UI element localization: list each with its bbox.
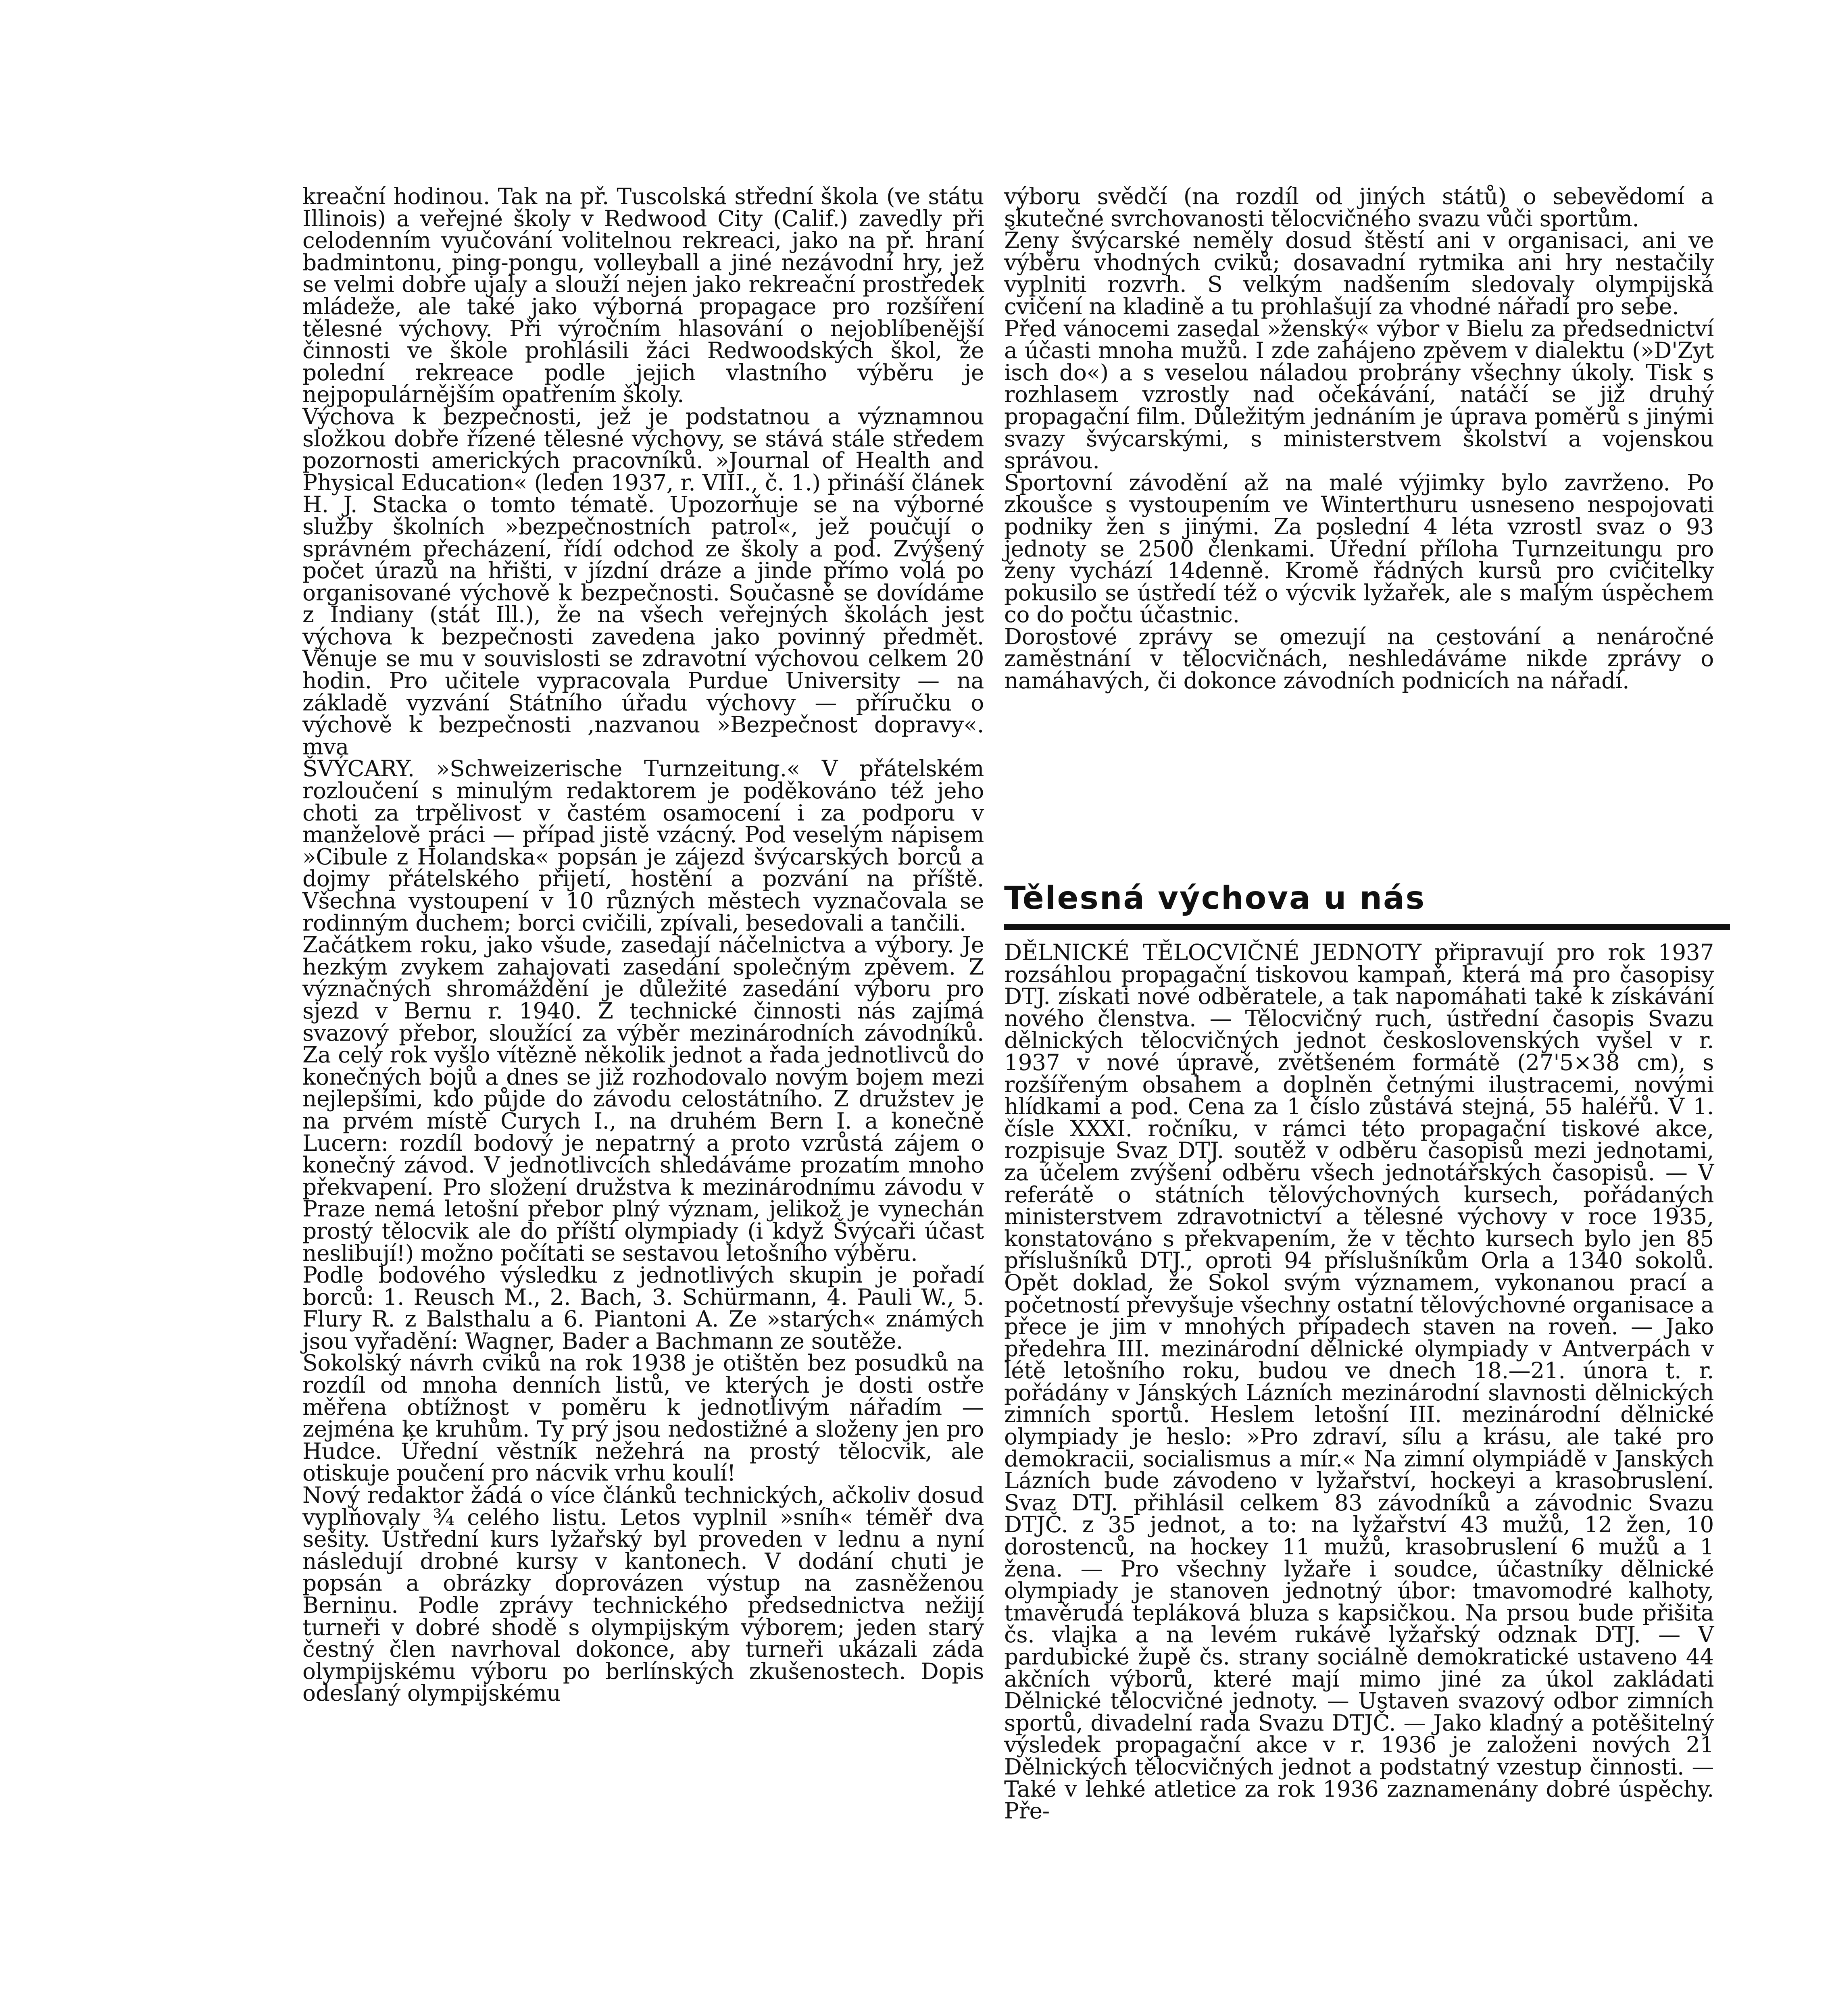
heading-rule: [1004, 924, 1730, 930]
section-heading-block: [1004, 879, 1730, 930]
right-column-top: [1004, 185, 1714, 692]
paragraph: Sokolský návrh cviků na rok 1938 je otištěn bez posudků na rozdíl od mnoha denních listů, ve kterých je dosti ostře měřena obtížnost v poměru k jednotlivým nářadím — zejména ke kruhům. Ty prý jsou nedostižné a složeny jen pro Hudce. Úřední věstník nežehrá na prostý tělocvik, ale otiskuje poučení pro nácvik vrhu koulí!: [302, 1350, 984, 1486]
paragraph: Ženy švýcarské neměly dosud štěstí ani v organisaci, ani ve výběru vhodných cviků; dosavadní rytmika ani hry nestačily vyplniti rozvrh. S velkým nadšením sledovaly olympijská cvičení na kladině a tu prohlašují za vhodné nářadí pro sebe.: [1004, 227, 1714, 319]
paragraph: Podle bodového výsledku z jednotlivých skupin je pořadí borců: 1. Reusch M., 2. Bach, 3. Schürmann, 4. Pauli W., 5. Flury R. z Balsthalu a 6. Piantoni A. Ze »starých« známých jsou vyřadění: Wagner, Bader a Bachmann ze soutěže.: [302, 1262, 984, 1354]
paragraph: Začátkem roku, jako všude, zasedají náčelnictva a výbory. Je hezkým zvykem zahajovati zasedání společným zpěvem. Z význačných shromáždění je důležité zasedání výboru pro sjezd v Bernu r. 1940. Z technické činnosti nás zajímá svazový přebor, sloužící za výběr mezinárodních závodníků. Za celý rok vyšlo vítězně několik jednot a řada jednotlivců do konečných bojů a dnes se již rozhodovalo novým bojem mezi nejlepšími, kdo půjde do závodu celostátního. Z družstev je na prvém místě Curych I., na druhém Bern I. a konečně Lucern: rozdíl bodový je nepatrný a proto vzrůstá zájem o konečný závod. V jednotlivcích shledáváme prozatím mnoho překvapení. Pro složení družstva k mezinárodnímu závodu v Praze nemá letošní přebor plný význam, jelikož je vynechán prostý tělocvik ale do příští olympiady (i když Švýcaři účast neslibují!) možno počítati se sestavou letošního výběru.: [302, 932, 984, 1266]
paragraph: výboru svědčí (na rozdíl od jiných států) o sebevědomí a skutečné svrchovanosti tělocvičného svazu vůči sportům.: [1004, 183, 1714, 231]
paragraph: Sportovní závodění až na malé výjimky bylo zavrženo. Po zkoušce s vystoupením ve Winterthuru usneseno nespojovati podniky žen s jinými. Za poslední 4 léta vzrostl svaz o 93 jednoty se 2500 členkami. Úřední příloha Turnzeitungu pro ženy vychází 14denně. Kromě řádných kursů pro cvičitelky pokusilo se ústředí též o výcvik lyžařek, ale s malým úspěchem co do počtu účastnic.: [1004, 469, 1714, 628]
paragraph: kreační hodinou. Tak na př. Tuscolská střední škola (ve státu Illinois) a veřejné školy v Redwood City (Calif.) zavedly při celodenním vyučování volitelnou rekreaci, jako na př. hraní badmintonu, ping-pongu, volleyball a jiné nezávodní hry, jež se velmi dobře ujaly a slouží nejen jako rekreační prostředek mládeže, ale také jako výborná propagace pro rozšíření tělesné výchovy. Při výročním hlasování o nejoblíbenější činnosti ve škole prohlásili žáci Redwoodských škol, že polední rekreace podle jejich vlastního výběru je nejpopulárnějším opatřením školy.: [302, 183, 984, 408]
left-column: [302, 185, 984, 1704]
right-column-bottom: [1004, 941, 1714, 1822]
paragraph: Nový redaktor žádá o více článků technických, ačkoliv dosud vyplňovaly ¾ celého listu. Letos vyplnil »sníh« téměř dva sešity. Ústřední kurs lyžařský byl proveden v lednu a nyní následují drobné kursy v kantonech. V dodání chuti je popsán a obrázky doprovázen výstup na zasněženou Berninu. Podle zprávy technického předsednictva nežijí turneři v dobré shodě s olympijským výborem; jeden starý čestný člen navrhoval dokonce, aby turneři ukázali záda olympijskému výboru po berlínských zkušenostech. Dopis odeslaný olympijskému: [302, 1482, 984, 1706]
paragraph: Dorostové zprávy se omezují na cestování a nenáročné zaměstnání v tělocvičnách, neshledáváme nikde zprávy o namáhavých, či dokonce závodních podnicích na nářadí.: [1004, 623, 1714, 694]
section-heading: Tělesná výchova u nás: [1004, 880, 1426, 916]
paragraph: ŠVÝCARY. »Schweizerische Turnzeitung.« V přátelském rozloučení s minulým redaktorem je poděkováno též jeho choti za trpělivost v častém osamocení i za podporu v manželově práci — případ jistě vzácný. Pod veselým nápisem »Cibule z Holandska« popsán je zájezd švýcarských borců a dojmy přátelského přijetí, hostění a pozvání na příště. Všechna vystoupení v 10 různých městech vyznačovala se rodinným duchem; borci cvičili, zpívali, besedovali a tančili.: [302, 756, 984, 936]
paragraph: DĚLNICKÉ TĚLOCVIČNÉ JEDNOTY připravují pro rok 1937 rozsáhlou propagační tiskovou kampaň, která má pro časopisy DTJ. získati nové odběratele, a tak napomáhati také k získávání nového členstva. — Tělocvičný ruch, ústřední časopis Svazu dělnických tělocvičných jednot československých vyšel v r. 1937 v nové úpravě, zvětšeném formátě (27'5×38 cm), s rozšířeným obsahem a doplněn četnými ilustracemi, novými hlídkami a pod. Cena za 1 číslo zůstává stejná, 55 haléřů. V 1. čísle XXXI. ročníku, v rámci této propagační tiskové akce, rozpisuje Svaz DTJ. soutěž v odběru časopisů mezi jednotami, za účelem zvýšení odběru všech jednotářských časopisů. — V referátě o státních tělovýchovných kursech, pořádaných ministerstvem zdravotnictví a tělesné výchovy v roce 1935, konstatováno s překvapením, že v těchto kursech bylo jen 85 příslušníků DTJ., oproti 94 příslušníkům Orla a 1340 sokolů. Opět doklad, že Sokol svým významem, vykonanou prací a početností převyšuje všechny ostatní tělovýchovné organisace a přece je jim v mnohých případech staven na roveň. — Jako předehra III. mezinárodní dělnické olympiady v Antverpách v létě letošního roku, budou ve dnech 18.—21. února t. r. pořádány v Jánských Lázních mezinárodní slavnosti dělnických zimních sportů. Heslem letošní III. mezinárodní dělnické olympiady je heslo: »Pro zdraví, sílu a krásu, ale také pro demokracii, socialismus a mír.« Na zimní olympiádě v Janských Lázních bude závodeno v lyžařství, hockeyi a krasobruslení. Svaz DTJ. přihlásil celkem 83 závodníků a závodnic Svazu DTJČ. z 35 jednot, a to: na lyžařství 43 mužů, 12 žen, 10 dorostenců, na hockey 11 mužů, krasobruslení 6 mužů a 1 žena. — Pro všechny lyžaře i soudce, účastníky dělnické olympiady je stanoven jednotný úbor: tmavomodré kalhoty, tmavěrudá tepláková bluza s kapsičkou. Na prsou bude přišita čs. vlajka a na levém rukávě lyžařský odznak DTJ. — V pardubické župě čs. strany sociálně demokratické ustaveno 44 akčních výborů, které mají mimo jiné za úkol zakládati Dělnické tělocvičné jednoty. — Ustaven svazový odbor zimních sportů, divadelní rada Svazu DTJČ. — Jako kladný a potěšitelný výsledek propagační akce v r. 1936 je založeni nových 21 Dělnických tělocvičných jednot a podstatný vzestup činnosti. — Také v lehké atletice za rok 1936 zaznamenány dobré úspěchy. Pře-: [1004, 939, 1714, 1824]
paragraph: Před vánocemi zasedal »ženský« výbor v Bielu za předsednictví a účasti mnoha mužů. I zde zahájeno zpěvem v dialektu (»D'Zyt isch do«) a s veselou náladou probrány všechny úkoly. Tisk s rozhlasem vzrostly nad očekávání, natáčí se již druhý propagační film. Důležitým jednáním je úprava poměrů s jinými svazy švýcarskými, s ministerstvem školství a vojenskou správou.: [1004, 315, 1714, 474]
paragraph: Výchova k bezpečnosti, jež je podstatnou a významnou složkou dobře řízené tělesné výchovy, se stává stále středem pozornosti amerických pracovníků. »Journal of Health and Physical Education« (leden 1937, r. VIII., č. 1.) přináší článek H. J. Stacka o tomto tématě. Upozorňuje se na výborné služby školních »bezpečnostních patrol«, jež poučují o správném přecházení, řídí odchod ze školy a pod. Zvýšený počet úrazů na hřišti, v jízdní dráze a jinde přímo volá po organisované výchově k bezpečnosti. Současně se dovídáme z Indiany (stát Ill.), že na všech veřejných školách jest výchova k bezpečnosti zavedena jako povinný předmět. Věnuje se mu v souvislosti se zdravotní výchovou celkem 20 hodin. Pro učitele vypracovala Purdue University — na základě vyzvání Státního úřadu výchovy — příručku o výchově k bezpečnosti ,nazvanou »Bezpečnost dopravy«. mva: [302, 403, 984, 760]
